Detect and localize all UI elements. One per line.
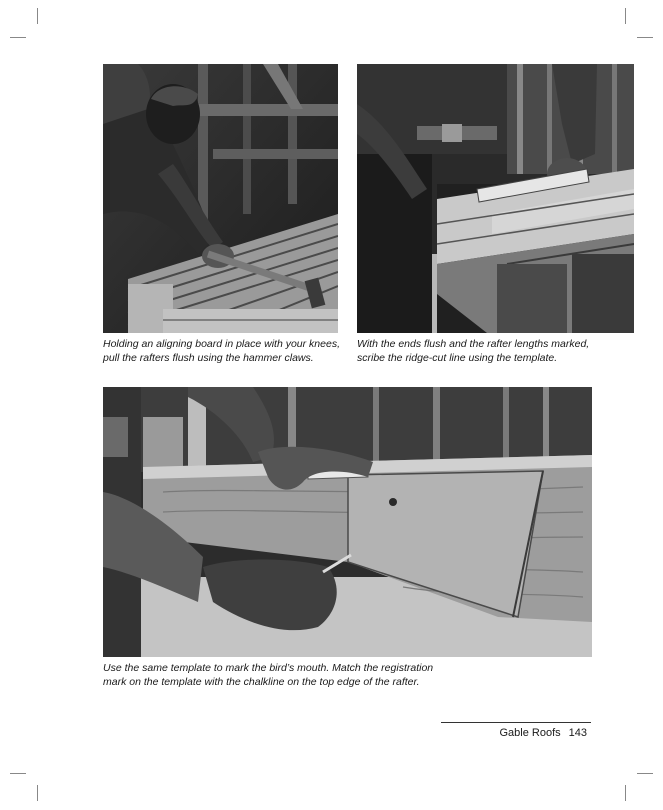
caption-top-right xyxy=(357,337,589,365)
running-footer xyxy=(441,727,587,739)
crop-mark-top-right-v xyxy=(625,8,626,24)
crop-mark-top-right-h xyxy=(637,37,653,38)
caption-line: pull the rafters flush using the hammer claws. xyxy=(103,352,314,364)
caption-line: scribe the ridge-cut line using the template. xyxy=(357,352,558,364)
photo-marking-birds-mouth xyxy=(103,387,592,657)
section-title: Gable Roofs xyxy=(499,727,561,739)
crop-mark-top-left-h xyxy=(10,37,26,38)
caption-top-left xyxy=(103,337,340,365)
caption-line: Use the same template to mark the bird’s mouth. Match the registration xyxy=(103,662,434,674)
crop-mark-bottom-right-v xyxy=(625,785,626,801)
caption-bottom xyxy=(103,661,433,689)
caption-line: Holding an aligning board in place with your knees, xyxy=(103,338,340,350)
photo-hammer-aligning-rafters xyxy=(103,64,338,333)
crop-mark-bottom-right-h xyxy=(637,773,653,774)
crop-mark-top-left-v xyxy=(37,8,38,24)
caption-line: mark on the template with the chalkline on the top edge of the rafter. xyxy=(103,676,420,688)
page-number: 143 xyxy=(568,727,587,739)
footer-rule xyxy=(441,722,591,723)
crop-mark-bottom-left-v xyxy=(37,785,38,801)
caption-line: With the ends flush and the rafter lengths marked, xyxy=(357,338,590,350)
photo-scribing-ridge-cut xyxy=(357,64,634,333)
crop-mark-bottom-left-h xyxy=(10,773,26,774)
